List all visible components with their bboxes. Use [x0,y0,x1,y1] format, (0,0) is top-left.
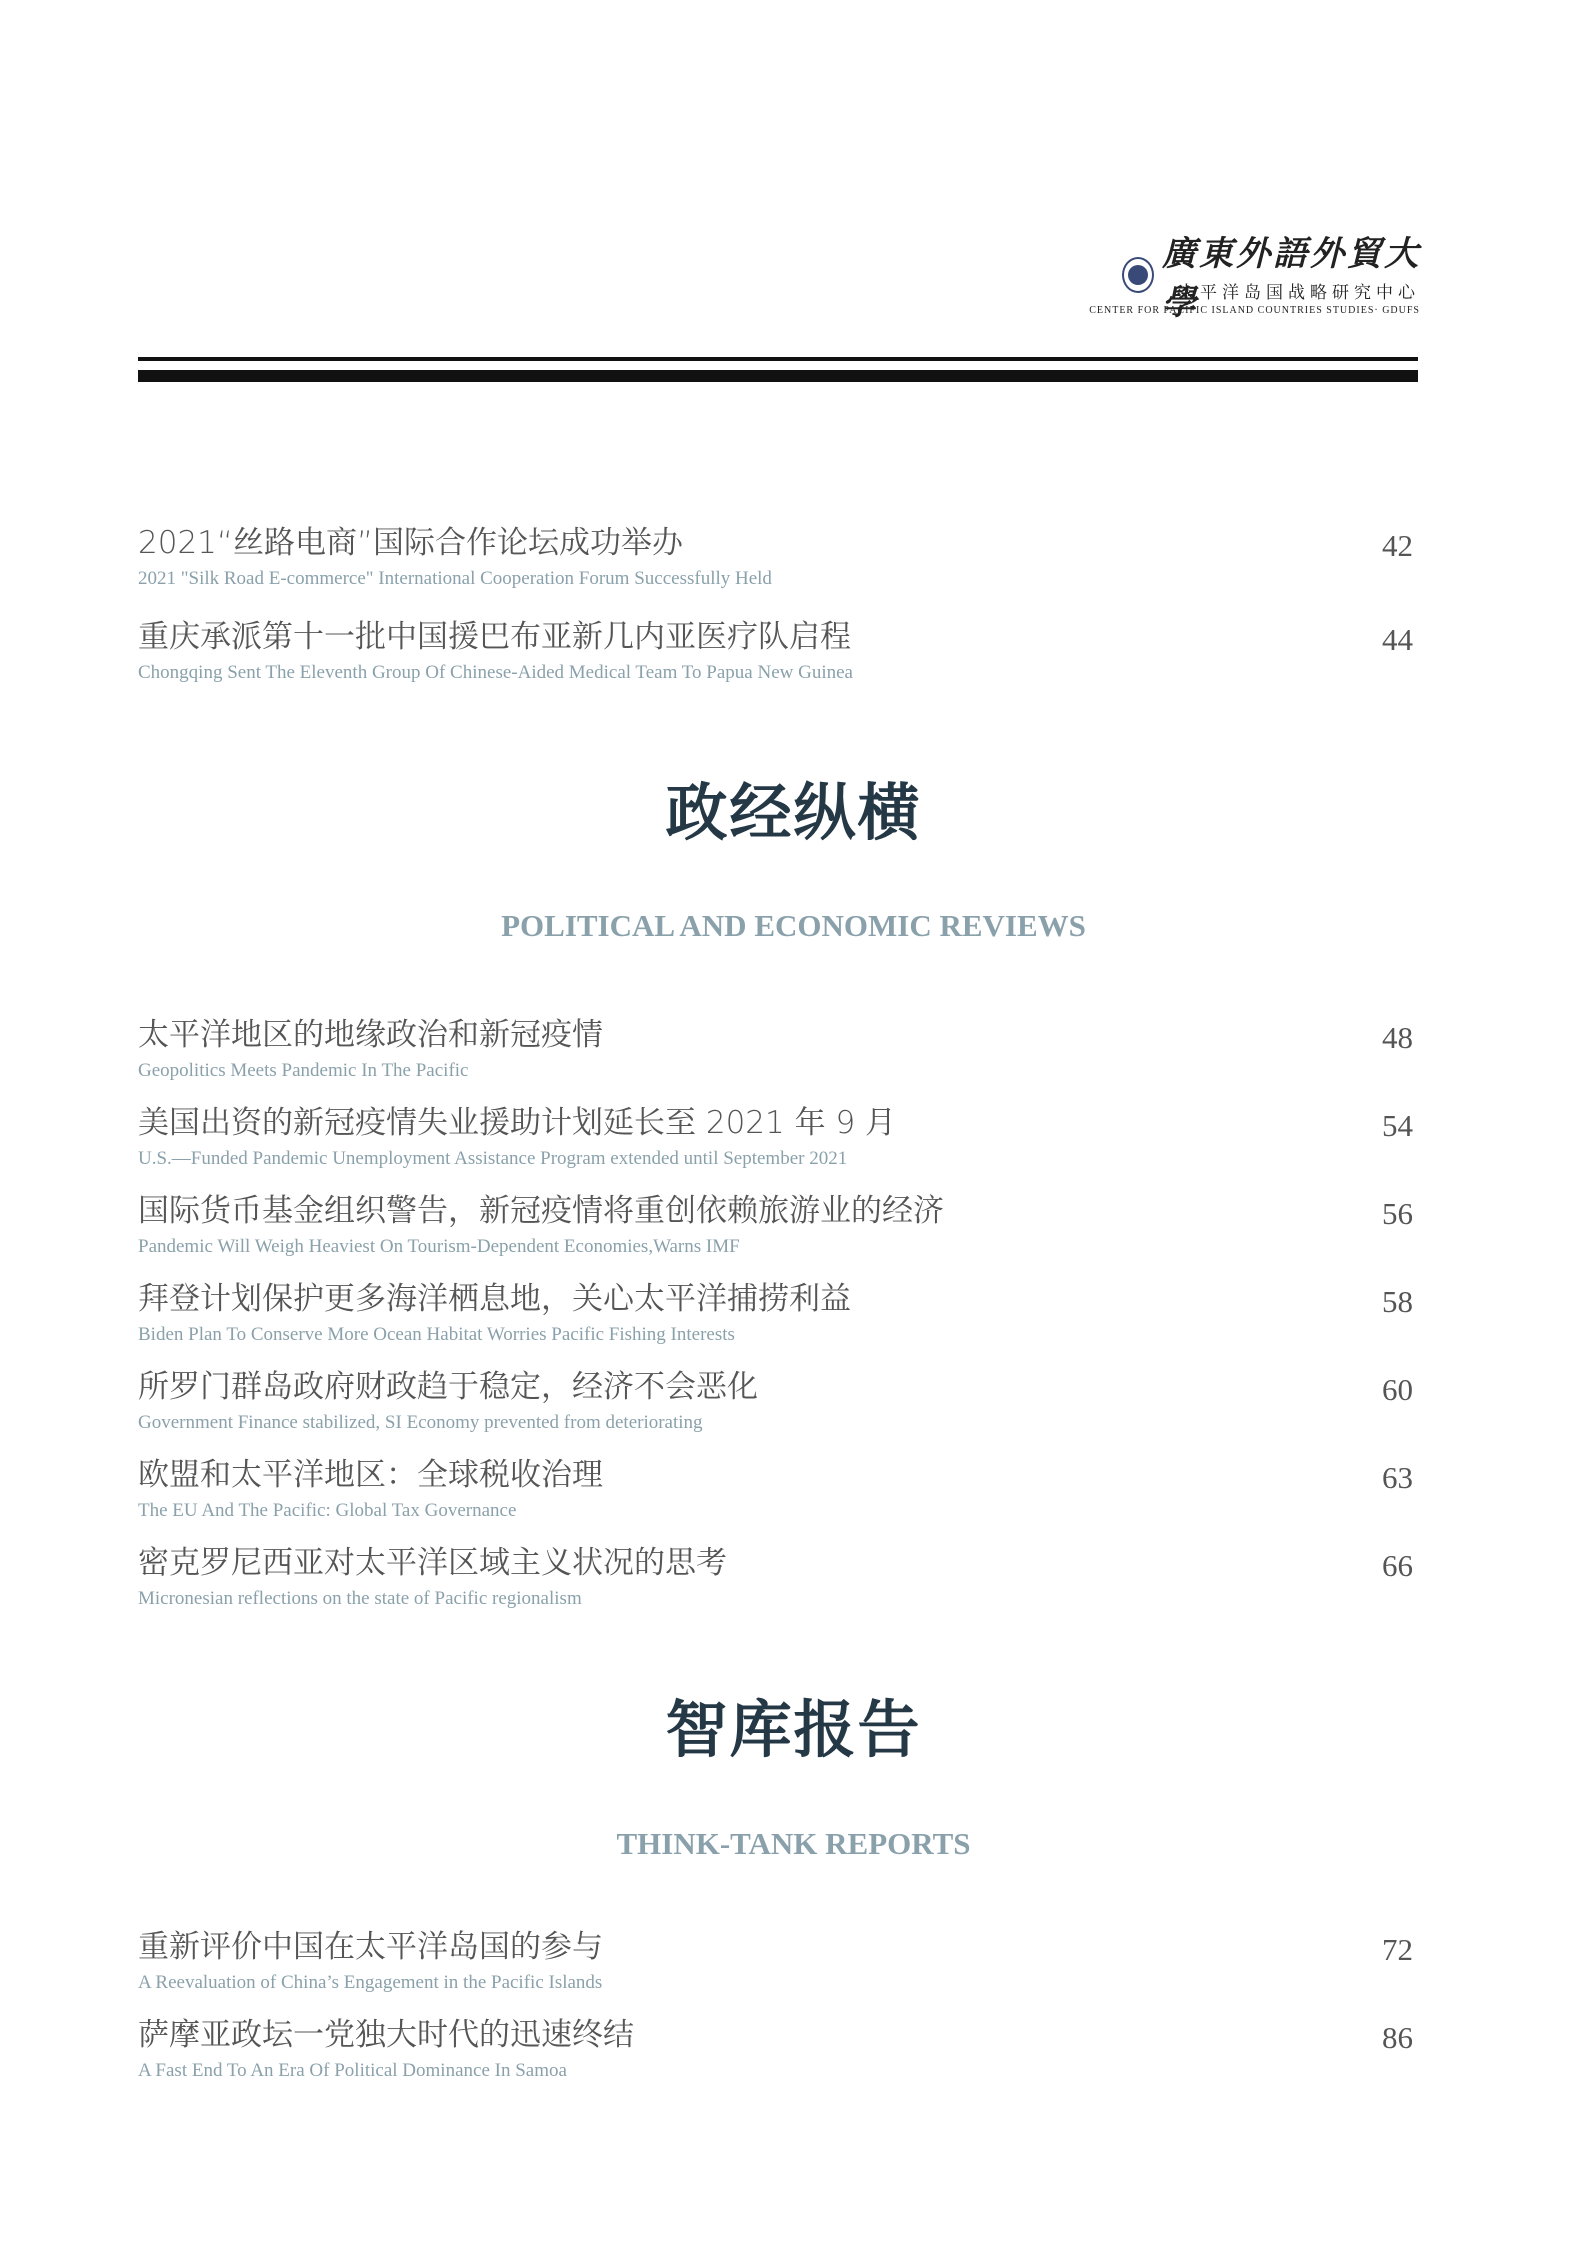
university-name: 廣東外語外貿大學 [1162,234,1422,323]
entry-title-cn: 重新评价中国在太平洋岛国的参与 [138,1929,603,1965]
header-logo [1089,220,1422,330]
entry-title-en: A Reevaluation of China’s Engagement in the Pacific Islands [138,1972,603,1993]
entry-title-en: Government Finance stabilized, SI Economy prevented from deteriorating [138,1412,703,1433]
entry-title-cn: 欧盟和太平洋地区：全球税收治理 [138,1457,603,1493]
entry-title-en: Pandemic Will Weigh Heaviest On Tourism-Dependent Economies,Warns IMF [138,1236,740,1257]
entry-page-number: 56 [1382,1196,1413,1231]
entry-title-cn: 太平洋地区的地缘政治和新冠疫情 [138,1017,603,1053]
entry-title-en: 2021 "Silk Road E-commerce" International Cooperation Forum Successfully Held [138,568,772,589]
section-title: 政经纵横 [665,776,922,849]
toc-entry[interactable] [138,2017,1413,2082]
university-seal-icon [1122,257,1154,293]
entry-title-en: Geopolitics Meets Pandemic In The Pacific [138,1060,469,1081]
entry-title-cn: 重庆承派第十一批中国援巴布亚新几内亚医疗队启程 [138,619,851,655]
entry-title-cn: 所罗门群岛政府财政趋于稳定，经济不会恶化 [138,1369,758,1405]
section-subtitle: THINK-TANK REPORTS [616,1826,971,1861]
entry-title-en: The EU And The Pacific: Global Tax Governance [138,1500,517,1521]
entry-title-cn: 国际货币基金组织警告，新冠疫情将重创依赖旅游业的经济 [138,1193,944,1229]
toc-entry[interactable] [138,1105,1413,1170]
entry-title-en: Micronesian reflections on the state of Pacific regionalism [138,1588,582,1609]
entry-page-number: 72 [1382,1932,1413,1967]
entry-title-en: Biden Plan To Conserve More Ocean Habitat Worries Pacific Fishing Interests [138,1324,735,1345]
entry-page-number: 58 [1382,1284,1413,1319]
entry-page-number: 60 [1382,1372,1413,1407]
entry-title-cn: 拜登计划保护更多海洋栖息地，关心太平洋捕捞利益 [138,1281,851,1317]
toc-entry[interactable] [138,1193,1413,1258]
toc-entry[interactable] [138,1545,1413,1610]
toc-entry[interactable] [138,1281,1413,1346]
toc-entry[interactable] [138,1369,1413,1434]
entry-title-en: Chongqing Sent The Eleventh Group Of Chinese-Aided Medical Team To Papua New Guinea [138,662,853,683]
entry-title-cn: 密克罗尼西亚对太平洋区域主义状况的思考 [138,1545,727,1581]
entry-page-number: 54 [1382,1108,1413,1143]
section-subtitle: POLITICAL AND ECONOMIC REVIEWS [501,908,1086,943]
entry-page-number: 42 [1382,528,1413,563]
header-rule-thin [138,357,1418,361]
toc-entry[interactable] [138,525,1413,590]
entry-page-number: 86 [1382,2020,1413,2055]
entry-page-number: 63 [1382,1460,1413,1495]
entry-title-en: U.S.—Funded Pandemic Unemployment Assistance Program extended until September 2021 [138,1148,848,1169]
entry-page-number: 48 [1382,1020,1413,1055]
center-name-cn: 太平洋岛国战略研究中心 [1178,283,1420,303]
center-name-en: CENTER FOR PACIFIC ISLAND COUNTRIES STUDIES· GDUFS [1089,305,1420,316]
header-rule-thick [138,370,1418,382]
toc-entry[interactable] [138,1457,1413,1522]
toc-entry[interactable] [138,619,1413,684]
entry-title-en: A Fast End To An Era Of Political Dominance In Samoa [138,2060,567,2081]
entry-title-cn: 2021“丝路电商”国际合作论坛成功举办 [138,525,684,561]
entry-page-number: 44 [1382,622,1413,657]
toc-entry[interactable] [138,1017,1413,1082]
entry-title-cn: 萨摩亚政坛一党独大时代的迅速终结 [138,2017,634,2053]
entry-page-number: 66 [1382,1548,1413,1583]
section-title: 智库报告 [665,1693,922,1766]
entry-title-cn: 美国出资的新冠疫情失业援助计划延长至 2021 年 9 月 [138,1105,897,1141]
toc-entry[interactable] [138,1929,1413,1994]
